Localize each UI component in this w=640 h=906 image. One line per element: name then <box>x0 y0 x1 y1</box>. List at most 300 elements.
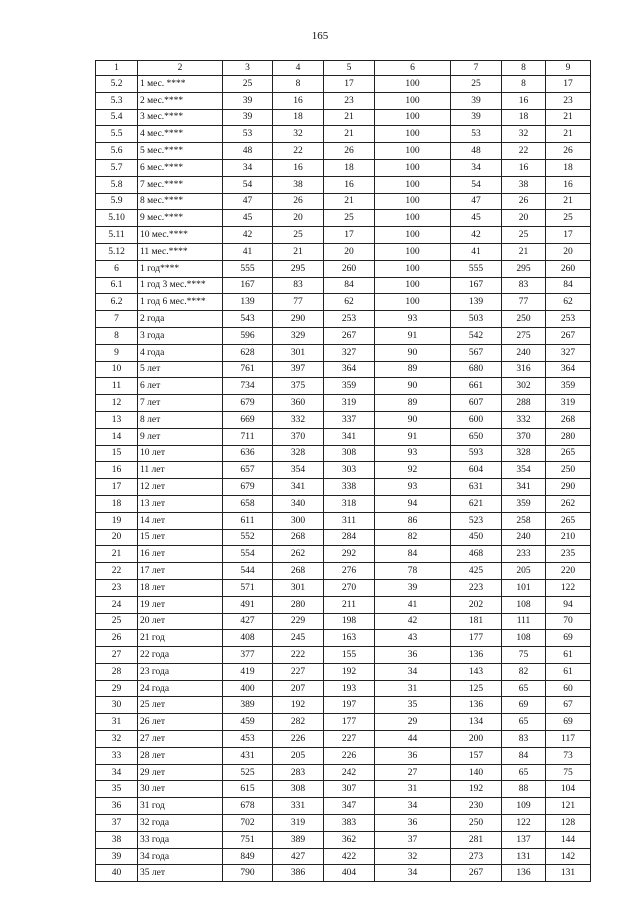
value-cell: 316 <box>502 361 546 378</box>
value-cell: 21 <box>273 243 324 260</box>
value-cell: 207 <box>273 680 324 697</box>
value-cell: 250 <box>546 462 591 479</box>
value-cell: 554 <box>223 546 273 563</box>
age-group-cell: 5 мес.**** <box>138 143 223 160</box>
value-cell: 111 <box>502 613 546 630</box>
value-cell: 250 <box>451 815 502 832</box>
row-number-cell: 5.5 <box>96 126 138 143</box>
page-number: 165 <box>311 30 329 42</box>
age-group-cell: 30 лет <box>138 781 223 798</box>
age-group-cell: 14 лет <box>138 512 223 529</box>
value-cell: 523 <box>451 512 502 529</box>
age-group-cell: 8 лет <box>138 411 223 428</box>
table-row <box>96 126 591 143</box>
column-number-9: 9 <box>546 61 591 76</box>
value-cell: 192 <box>273 697 324 714</box>
value-cell: 308 <box>324 445 375 462</box>
value-cell: 400 <box>223 680 273 697</box>
value-cell: 101 <box>502 579 546 596</box>
value-cell: 26 <box>273 193 324 210</box>
value-cell: 397 <box>273 361 324 378</box>
value-cell: 83 <box>273 277 324 294</box>
value-cell: 47 <box>451 193 502 210</box>
row-number-cell: 5.2 <box>96 76 138 93</box>
age-group-cell: 6 лет <box>138 378 223 395</box>
value-cell: 552 <box>223 529 273 546</box>
value-cell: 302 <box>502 378 546 395</box>
value-cell: 205 <box>502 563 546 580</box>
age-group-cell: 3 года <box>138 327 223 344</box>
value-cell: 202 <box>451 596 502 613</box>
value-cell: 86 <box>375 512 451 529</box>
age-group-cell: 20 лет <box>138 613 223 630</box>
table-row <box>96 445 591 462</box>
value-cell: 100 <box>375 76 451 93</box>
value-cell: 292 <box>324 546 375 563</box>
value-cell: 200 <box>451 731 502 748</box>
value-cell: 288 <box>502 395 546 412</box>
value-cell: 136 <box>502 865 546 882</box>
row-number-cell: 6.2 <box>96 294 138 311</box>
row-number-cell: 9 <box>96 344 138 361</box>
age-group-cell: 9 лет <box>138 428 223 445</box>
value-cell: 21 <box>324 126 375 143</box>
row-number-cell: 36 <box>96 798 138 815</box>
value-cell: 849 <box>223 848 273 865</box>
table-row <box>96 764 591 781</box>
table-row <box>96 865 591 882</box>
age-group-cell: 21 год <box>138 630 223 647</box>
row-number-cell: 32 <box>96 731 138 748</box>
age-group-cell: 11 лет <box>138 462 223 479</box>
value-cell: 227 <box>324 731 375 748</box>
value-cell: 100 <box>375 277 451 294</box>
value-cell: 284 <box>324 529 375 546</box>
value-cell: 35 <box>375 697 451 714</box>
value-cell: 268 <box>273 563 324 580</box>
value-cell: 137 <box>502 831 546 848</box>
value-cell: 108 <box>502 596 546 613</box>
row-number-cell: 12 <box>96 395 138 412</box>
table-row <box>96 479 591 496</box>
value-cell: 16 <box>502 159 546 176</box>
value-cell: 84 <box>502 747 546 764</box>
row-number-cell: 34 <box>96 764 138 781</box>
table-row <box>96 378 591 395</box>
value-cell: 21 <box>324 109 375 126</box>
value-cell: 16 <box>273 159 324 176</box>
row-number-cell: 10 <box>96 361 138 378</box>
value-cell: 32 <box>502 126 546 143</box>
value-cell: 48 <box>451 143 502 160</box>
value-cell: 354 <box>502 462 546 479</box>
value-cell: 427 <box>273 848 324 865</box>
value-cell: 571 <box>223 579 273 596</box>
table-row <box>96 697 591 714</box>
value-cell: 8 <box>502 76 546 93</box>
value-cell: 636 <box>223 445 273 462</box>
value-cell: 362 <box>324 831 375 848</box>
row-number-cell: 37 <box>96 815 138 832</box>
value-cell: 100 <box>375 243 451 260</box>
table-row <box>96 731 591 748</box>
value-cell: 260 <box>546 260 591 277</box>
value-cell: 41 <box>223 243 273 260</box>
value-cell: 26 <box>324 143 375 160</box>
value-cell: 143 <box>451 663 502 680</box>
value-cell: 329 <box>273 327 324 344</box>
value-cell: 25 <box>324 210 375 227</box>
value-cell: 377 <box>223 647 273 664</box>
value-cell: 25 <box>273 227 324 244</box>
value-cell: 125 <box>451 680 502 697</box>
value-cell: 167 <box>451 277 502 294</box>
value-cell: 20 <box>324 243 375 260</box>
row-number-cell: 24 <box>96 596 138 613</box>
value-cell: 422 <box>324 848 375 865</box>
value-cell: 16 <box>324 176 375 193</box>
value-cell: 88 <box>502 781 546 798</box>
value-cell: 38 <box>502 176 546 193</box>
value-cell: 18 <box>273 109 324 126</box>
value-cell: 282 <box>273 714 324 731</box>
row-number-cell: 20 <box>96 529 138 546</box>
table-row <box>96 76 591 93</box>
value-cell: 669 <box>223 411 273 428</box>
value-cell: 84 <box>324 277 375 294</box>
value-cell: 100 <box>375 143 451 160</box>
value-cell: 122 <box>546 579 591 596</box>
row-number-cell: 25 <box>96 613 138 630</box>
value-cell: 301 <box>273 344 324 361</box>
value-cell: 281 <box>451 831 502 848</box>
value-cell: 25 <box>451 76 502 93</box>
value-cell: 389 <box>273 831 324 848</box>
value-cell: 359 <box>502 495 546 512</box>
value-cell: 181 <box>451 613 502 630</box>
value-cell: 94 <box>546 596 591 613</box>
value-cell: 205 <box>273 747 324 764</box>
column-number-1: 1 <box>96 61 138 76</box>
table-row <box>96 680 591 697</box>
value-cell: 270 <box>324 579 375 596</box>
value-cell: 42 <box>375 613 451 630</box>
value-cell: 318 <box>324 495 375 512</box>
row-number-cell: 8 <box>96 327 138 344</box>
value-cell: 711 <box>223 428 273 445</box>
value-cell: 275 <box>502 327 546 344</box>
table-header-row <box>96 61 591 76</box>
value-cell: 650 <box>451 428 502 445</box>
value-cell: 25 <box>502 227 546 244</box>
value-cell: 751 <box>223 831 273 848</box>
data-table <box>95 60 591 882</box>
value-cell: 262 <box>273 546 324 563</box>
value-cell: 34 <box>375 865 451 882</box>
value-cell: 319 <box>324 395 375 412</box>
table-row <box>96 143 591 160</box>
age-group-cell: 27 лет <box>138 731 223 748</box>
row-number-cell: 28 <box>96 663 138 680</box>
age-group-cell: 22 года <box>138 647 223 664</box>
value-cell: 77 <box>502 294 546 311</box>
value-cell: 615 <box>223 781 273 798</box>
value-cell: 404 <box>324 865 375 882</box>
value-cell: 39 <box>223 109 273 126</box>
value-cell: 25 <box>223 76 273 93</box>
value-cell: 39 <box>223 92 273 109</box>
value-cell: 680 <box>451 361 502 378</box>
value-cell: 82 <box>375 529 451 546</box>
table-row <box>96 848 591 865</box>
value-cell: 364 <box>324 361 375 378</box>
value-cell: 661 <box>451 378 502 395</box>
column-number-3: 3 <box>223 61 273 76</box>
age-group-cell: 7 мес.**** <box>138 176 223 193</box>
value-cell: 300 <box>273 512 324 529</box>
table-row <box>96 92 591 109</box>
age-group-cell: 1 мес. **** <box>138 76 223 93</box>
age-group-cell: 12 лет <box>138 479 223 496</box>
value-cell: 18 <box>502 109 546 126</box>
value-cell: 163 <box>324 630 375 647</box>
age-group-cell: 15 лет <box>138 529 223 546</box>
age-group-cell: 25 лет <box>138 697 223 714</box>
value-cell: 100 <box>375 92 451 109</box>
value-cell: 34 <box>375 663 451 680</box>
value-cell: 319 <box>546 395 591 412</box>
value-cell: 265 <box>546 512 591 529</box>
value-cell: 240 <box>502 529 546 546</box>
value-cell: 280 <box>546 428 591 445</box>
value-cell: 364 <box>546 361 591 378</box>
value-cell: 23 <box>324 92 375 109</box>
row-number-cell: 5.8 <box>96 176 138 193</box>
value-cell: 44 <box>375 731 451 748</box>
value-cell: 93 <box>375 311 451 328</box>
value-cell: 359 <box>324 378 375 395</box>
age-group-cell: 9 мес.**** <box>138 210 223 227</box>
value-cell: 43 <box>375 630 451 647</box>
value-cell: 61 <box>546 663 591 680</box>
row-number-cell: 39 <box>96 848 138 865</box>
value-cell: 230 <box>451 798 502 815</box>
value-cell: 268 <box>273 529 324 546</box>
column-number-2: 2 <box>138 61 223 76</box>
table-row <box>96 563 591 580</box>
column-number-5: 5 <box>324 61 375 76</box>
value-cell: 308 <box>273 781 324 798</box>
value-cell: 25 <box>546 210 591 227</box>
value-cell: 34 <box>223 159 273 176</box>
age-group-cell: 35 лет <box>138 865 223 882</box>
value-cell: 100 <box>375 126 451 143</box>
row-number-cell: 33 <box>96 747 138 764</box>
value-cell: 54 <box>223 176 273 193</box>
table-row <box>96 831 591 848</box>
value-cell: 425 <box>451 563 502 580</box>
age-group-cell: 10 мес.**** <box>138 227 223 244</box>
value-cell: 45 <box>451 210 502 227</box>
row-number-cell: 22 <box>96 563 138 580</box>
value-cell: 31 <box>375 781 451 798</box>
value-cell: 21 <box>546 109 591 126</box>
value-cell: 157 <box>451 747 502 764</box>
row-number-cell: 35 <box>96 781 138 798</box>
value-cell: 253 <box>546 311 591 328</box>
value-cell: 100 <box>375 227 451 244</box>
value-cell: 542 <box>451 327 502 344</box>
value-cell: 229 <box>273 613 324 630</box>
value-cell: 65 <box>502 680 546 697</box>
value-cell: 91 <box>375 327 451 344</box>
value-cell: 144 <box>546 831 591 848</box>
value-cell: 600 <box>451 411 502 428</box>
table-row <box>96 495 591 512</box>
value-cell: 155 <box>324 647 375 664</box>
value-cell: 177 <box>324 714 375 731</box>
value-cell: 253 <box>324 311 375 328</box>
age-group-cell: 26 лет <box>138 714 223 731</box>
table-row <box>96 462 591 479</box>
value-cell: 21 <box>546 193 591 210</box>
table-row <box>96 781 591 798</box>
value-cell: 17 <box>324 227 375 244</box>
value-cell: 761 <box>223 361 273 378</box>
value-cell: 128 <box>546 815 591 832</box>
row-number-cell: 5.7 <box>96 159 138 176</box>
age-group-cell: 6 мес.**** <box>138 159 223 176</box>
value-cell: 32 <box>375 848 451 865</box>
value-cell: 258 <box>502 512 546 529</box>
table-row <box>96 815 591 832</box>
age-group-cell: 3 мес.**** <box>138 109 223 126</box>
value-cell: 18 <box>324 159 375 176</box>
column-number-7: 7 <box>451 61 502 76</box>
value-cell: 77 <box>273 294 324 311</box>
value-cell: 16 <box>502 92 546 109</box>
age-group-cell: 13 лет <box>138 495 223 512</box>
value-cell: 220 <box>546 563 591 580</box>
value-cell: 93 <box>375 445 451 462</box>
value-cell: 109 <box>502 798 546 815</box>
value-cell: 419 <box>223 663 273 680</box>
value-cell: 16 <box>546 176 591 193</box>
value-cell: 628 <box>223 344 273 361</box>
value-cell: 84 <box>375 546 451 563</box>
value-cell: 265 <box>546 445 591 462</box>
value-cell: 386 <box>273 865 324 882</box>
value-cell: 41 <box>451 243 502 260</box>
table-row <box>96 747 591 764</box>
value-cell: 100 <box>375 210 451 227</box>
value-cell: 22 <box>273 143 324 160</box>
column-number-8: 8 <box>502 61 546 76</box>
table-row <box>96 294 591 311</box>
age-group-cell: 8 мес.**** <box>138 193 223 210</box>
age-group-cell: 18 лет <box>138 579 223 596</box>
value-cell: 332 <box>273 411 324 428</box>
value-cell: 34 <box>451 159 502 176</box>
row-number-cell: 6.1 <box>96 277 138 294</box>
value-cell: 311 <box>324 512 375 529</box>
value-cell: 301 <box>273 579 324 596</box>
table-row <box>96 663 591 680</box>
value-cell: 543 <box>223 311 273 328</box>
value-cell: 90 <box>375 344 451 361</box>
value-cell: 38 <box>273 176 324 193</box>
value-cell: 100 <box>375 109 451 126</box>
value-cell: 104 <box>546 781 591 798</box>
age-group-cell: 1 год 6 мес.**** <box>138 294 223 311</box>
table-row <box>96 109 591 126</box>
row-number-cell: 16 <box>96 462 138 479</box>
value-cell: 53 <box>223 126 273 143</box>
value-cell: 679 <box>223 395 273 412</box>
row-number-cell: 5.11 <box>96 227 138 244</box>
value-cell: 34 <box>375 798 451 815</box>
row-number-cell: 29 <box>96 680 138 697</box>
value-cell: 167 <box>223 277 273 294</box>
value-cell: 92 <box>375 462 451 479</box>
table-row <box>96 613 591 630</box>
age-group-cell: 31 год <box>138 798 223 815</box>
value-cell: 242 <box>324 764 375 781</box>
value-cell: 341 <box>502 479 546 496</box>
value-cell: 75 <box>502 647 546 664</box>
value-cell: 67 <box>546 697 591 714</box>
row-number-cell: 21 <box>96 546 138 563</box>
value-cell: 42 <box>451 227 502 244</box>
value-cell: 427 <box>223 613 273 630</box>
value-cell: 42 <box>223 227 273 244</box>
value-cell: 408 <box>223 630 273 647</box>
age-group-cell: 33 года <box>138 831 223 848</box>
value-cell: 94 <box>375 495 451 512</box>
value-cell: 233 <box>502 546 546 563</box>
value-cell: 65 <box>502 714 546 731</box>
row-number-cell: 18 <box>96 495 138 512</box>
value-cell: 177 <box>451 630 502 647</box>
age-group-cell: 28 лет <box>138 747 223 764</box>
value-cell: 23 <box>546 92 591 109</box>
value-cell: 36 <box>375 647 451 664</box>
value-cell: 331 <box>273 798 324 815</box>
row-number-cell: 17 <box>96 479 138 496</box>
value-cell: 276 <box>324 563 375 580</box>
value-cell: 16 <box>273 92 324 109</box>
value-cell: 678 <box>223 798 273 815</box>
value-cell: 295 <box>502 260 546 277</box>
value-cell: 734 <box>223 378 273 395</box>
value-cell: 383 <box>324 815 375 832</box>
value-cell: 69 <box>502 697 546 714</box>
value-cell: 62 <box>546 294 591 311</box>
value-cell: 227 <box>273 663 324 680</box>
value-cell: 503 <box>451 311 502 328</box>
value-cell: 327 <box>546 344 591 361</box>
column-number-6: 6 <box>375 61 451 76</box>
value-cell: 90 <box>375 411 451 428</box>
value-cell: 222 <box>273 647 324 664</box>
table-row <box>96 714 591 731</box>
table-row <box>96 798 591 815</box>
value-cell: 20 <box>273 210 324 227</box>
value-cell: 26 <box>502 193 546 210</box>
row-number-cell: 30 <box>96 697 138 714</box>
value-cell: 36 <box>375 815 451 832</box>
value-cell: 82 <box>502 663 546 680</box>
